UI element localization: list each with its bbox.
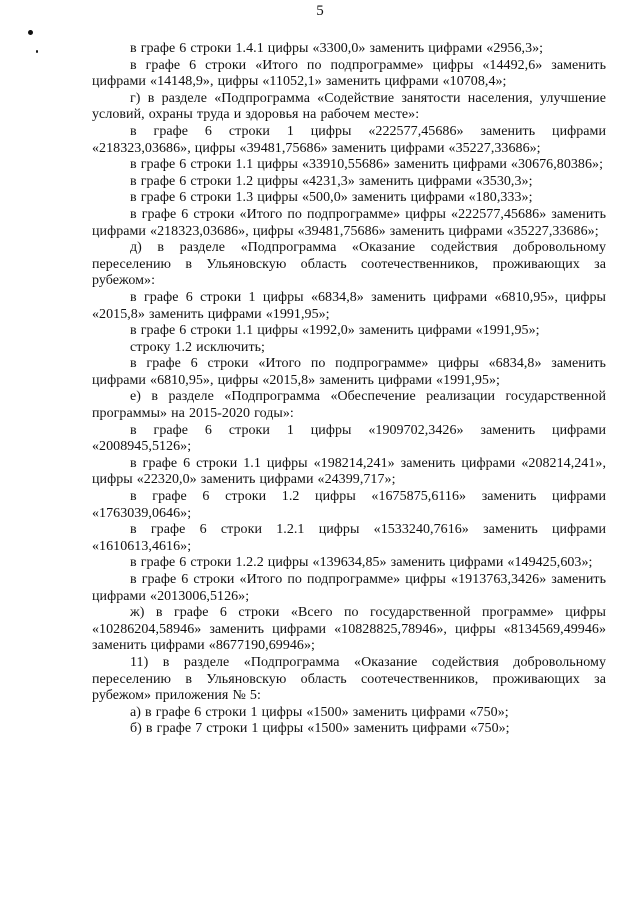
paragraph: в графе 6 строки 1.2.1 цифры «1533240,7616» заменить цифрами «1610613,4616»;	[92, 522, 606, 554]
paragraph: в графе 6 строки «Итого по подпрограмме» цифры «6834,8» заменить цифрами «6810,95», цифры «2015,8» заменить цифрами «1991,95»;	[92, 356, 606, 388]
paragraph: в графе 6 строки 1.3 цифры «500,0» заменить цифрами «180,333»;	[130, 190, 533, 206]
paragraph: в графе 6 строки 1 цифры «222577,45686» заменить цифрами «218323,03686», цифры «39481,75686» заменить цифрами «35227,33686»;	[92, 123, 606, 156]
paragraph: в графе 6 строки «Итого по подпрограмме» цифры «14492,6» заменить цифрами «14148,9», цифры «11052,1» заменить цифрами «10708,4»;	[92, 57, 606, 90]
paragraph: в графе 6 строки 1.2.2 цифры «139634,85» заменить цифрами «149425,603»;	[130, 555, 593, 571]
paragraph: 11) в разделе «Подпрограмма «Оказание содействия добровольному переселению в Ульяновскую область соотечественников, проживающих за рубежом» приложения № 5:	[92, 654, 606, 704]
paragraph: в графе 6 строки 1.2 цифры «1675875,6116» заменить цифрами «1763039,0646»;	[92, 489, 606, 521]
page-number: 5	[316, 3, 324, 19]
paragraph: строку 1.2 исключить;	[130, 339, 266, 355]
document-body	[92, 41, 606, 738]
paragraph: ж) в графе 6 строки «Всего по государственной программе» цифры «10286204,58946» заменить цифрами «10828825,78946», цифры «8134569,49946» заменить цифрами «8677190,69946»;	[92, 605, 606, 654]
paragraph: в графе 6 строки 1 цифры «6834,8» заменить цифрами «6810,95», цифры «2015,8» заменить цифрами «1991,95»;	[92, 289, 606, 322]
paragraph: в графе 6 строки «Итого по подпрограмме» цифры «222577,45686» заменить цифрами «218323,03686», цифры «39481,75686» заменить цифрами «35227,33686»;	[92, 206, 606, 239]
paragraph: г) в разделе «Подпрограмма «Содействие занятости населения, улучшение условий, охраны труда и здоровья на рабочем месте»:	[92, 90, 606, 123]
scan-speck-mark	[36, 50, 38, 53]
paragraph: в графе 6 строки «Итого по подпрограмме» цифры «1913763,3426» заменить цифрами «2013006,5126»;	[92, 572, 606, 604]
scan-dot-mark	[28, 30, 33, 35]
paragraph: а) в графе 6 строки 1 цифры «1500» заменить цифрами «750»;	[130, 704, 509, 720]
paragraph: в графе 6 строки 1.2 цифры «4231,3» заменить цифрами «3530,3»;	[130, 173, 533, 189]
paragraph: в графе 6 строки 1.4.1 цифры «3300,0» заменить цифрами «2956,3»;	[130, 41, 544, 56]
paragraph: в графе 6 строки 1.1 цифры «1992,0» заменить цифрами «1991,95»;	[130, 323, 540, 339]
paragraph: д) в разделе «Подпрограмма «Оказание содействия добровольному переселению в Ульяновскую область соотечественников, проживающих за рубежом»:	[92, 240, 606, 289]
paragraph: б) в графе 7 строки 1 цифры «1500» заменить цифрами «750»;	[130, 721, 510, 737]
paragraph: в графе 6 строки 1.1 цифры «198214,241» заменить цифрами «208214,241», цифры «22320,0» заменить цифрами «24399,717»;	[92, 455, 606, 488]
paragraph: е) в разделе «Подпрограмма «Обеспечение реализации государственной программы» на 2015-2020 годы»:	[92, 389, 606, 422]
paragraph: в графе 6 строки 1 цифры «1909702,3426» заменить цифрами «2008945,5126»;	[92, 422, 606, 455]
paragraph: в графе 6 строки 1.1 цифры «33910,55686» заменить цифрами «30676,80386»;	[130, 157, 604, 173]
